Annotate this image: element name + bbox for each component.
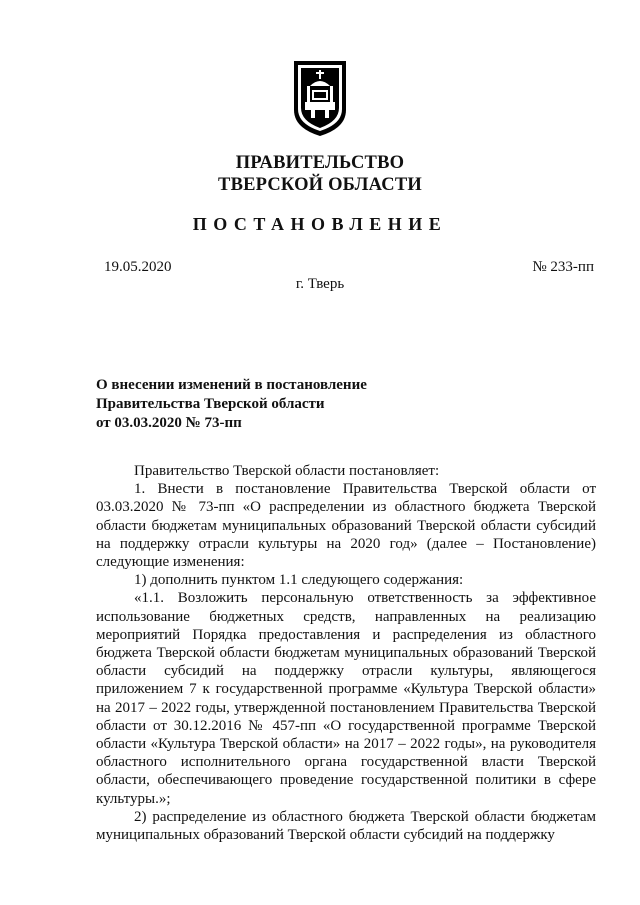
document-subject	[96, 376, 426, 433]
document-date: 19.05.2020	[104, 259, 172, 275]
tver-coat-of-arms-icon	[291, 58, 349, 138]
document-type: ПОСТАНОВЛЕНИЕ	[192, 214, 448, 234]
body-paragraph: 2) распределение из областного бюджета Тверской области бюджетам муниципальных образований Тверской области субсидий на поддержку	[96, 808, 596, 844]
document-number: № 233-пп	[532, 259, 594, 275]
subject-line: Правительства Тверской области	[96, 396, 325, 412]
government-name-line1: ПРАВИТЕЛЬСТВО	[235, 153, 405, 173]
body-paragraph: «1.1. Возложить персональную ответственность за эффективное использование бюджетных средств, направленных на реализацию мероприятий Порядка предоставления и распределения из областного бюджета Тверской области бюджетам муниципальных образований Тверской области субсидий на поддержку отрасли культуры, являющегося приложением 7 к государственной программе «Культура Тверской области» на 2017 – 2022 годы, утвержденной постановлением Правительства Тверской области от 30.12.2016 № 457-пп «О государственной программе Тверской области «Культура Тверской области» на 2017 – 2022 годы», на руководителя областного исполнительного органа государственной власти Тверской области, обеспечивающего проведение государственной политики в сфере культуры.»;	[96, 590, 596, 807]
government-name-line2: ТВЕРСКОЙ ОБЛАСТИ	[218, 175, 422, 195]
document-city: г. Тверь	[295, 276, 345, 292]
body-paragraph: 1) дополнить пунктом 1.1 следующего содержания:	[134, 572, 464, 589]
body-paragraph: Правительство Тверской области постановляет:	[134, 463, 440, 479]
body-paragraph: 1. Внести в постановление Правительства Тверской области от 03.03.2020 № 73-пп «О распределении из областного бюджета Тверской области бюджетам муниципальных образований Тверской области субсидий на поддержку отрасли культуры на 2020 год» (далее – Постановление) следующие изменения:	[96, 481, 596, 571]
document-body	[96, 462, 596, 844]
subject-line: от 03.03.2020 № 73-пп	[96, 415, 242, 431]
subject-line: О внесении изменений в постановление	[96, 377, 367, 393]
